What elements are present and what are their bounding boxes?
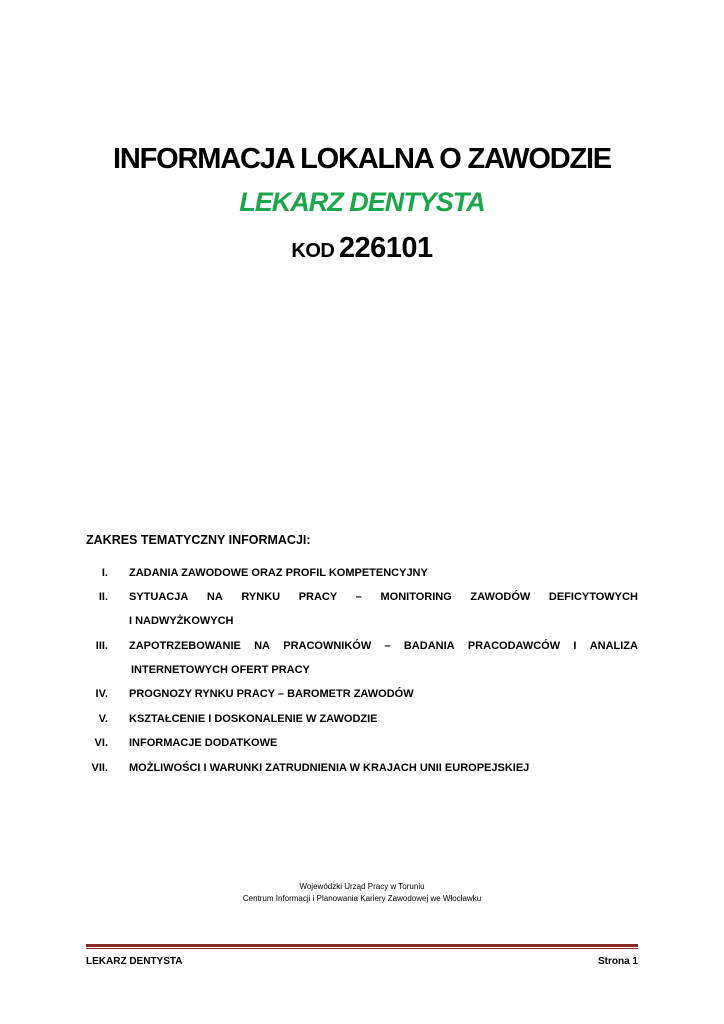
toc-item-text: [129, 590, 638, 604]
toc-word: MONITORING: [380, 591, 452, 603]
footer-rule: [86, 944, 638, 947]
toc-item-text: MOŻLIWOŚCI I WARUNKI ZATRUDNIENIA W KRAJACH UNII EUROPEJSKIEJ: [129, 762, 530, 774]
profession-code: [0, 228, 724, 273]
toc-word: ANALIZA: [589, 640, 638, 652]
toc-word: ZAPOTRZEBOWANIE: [129, 640, 241, 652]
toc-item-number: VII.: [91, 762, 108, 774]
footer-rule-thin: [86, 948, 638, 949]
toc-item-text: INFORMACJE DODATKOWE: [129, 737, 278, 749]
footer-profession: LEKARZ DENTYSTA: [86, 956, 183, 967]
toc-item-text: [129, 639, 638, 653]
toc-word: BADANIA: [403, 640, 455, 652]
toc-word: RYNKU: [241, 591, 281, 603]
page-number: Strona 1: [597, 956, 638, 967]
toc-word: I: [573, 640, 577, 652]
toc-item-text: PROGNOZY RYNKU PRACY – BAROMETR ZAWODÓW: [129, 688, 414, 700]
toc-word: –: [384, 640, 391, 652]
toc-word: NA: [206, 591, 223, 603]
toc-item-text: KSZTAŁCENIE I DOSKONALENIE W ZAWODZIE: [129, 713, 378, 725]
toc-item-number: IV.: [95, 688, 108, 700]
toc-item-number: VI.: [94, 737, 108, 749]
toc-word: DEFICYTOWYCH: [548, 591, 638, 603]
toc-item-number: III.: [95, 640, 108, 652]
toc-word: SYTUACJA: [129, 591, 189, 603]
toc-heading: ZAKRES TEMATYCZNY INFORMACJI:: [86, 533, 311, 547]
code-prefix: KOD: [291, 240, 335, 262]
code-number: 226101: [338, 232, 433, 264]
institution-name: Wojewódzki Urząd Pracy w Toruniu: [299, 882, 425, 891]
toc-item-continuation: INTERNETOWYCH OFERT PRACY: [131, 664, 310, 676]
institution-department: Centrum Informacji i Planowania Kariery Zawodowej we Włocławku: [242, 894, 482, 903]
toc-word: –: [355, 591, 362, 603]
toc-word: PRACODAWCÓW: [467, 640, 561, 652]
toc-item-text: ZADANIA ZAWODOWE ORAZ PROFIL KOMPETENCYJNY: [129, 567, 428, 579]
toc-item-number: V.: [98, 713, 108, 725]
toc-item-number: I.: [101, 567, 108, 579]
toc-word: ZAWODÓW: [470, 591, 531, 603]
toc-word: PRACOWNIKÓW: [283, 640, 372, 652]
toc-word: NA: [254, 640, 270, 652]
document-title: INFORMACJA LOKALNA O ZAWODZIE: [113, 143, 611, 175]
toc-word: PRACY: [298, 591, 338, 603]
toc-item-number: II.: [98, 591, 108, 603]
toc-item-continuation: I NADWYŻKOWYCH: [129, 615, 234, 627]
profession-title: LEKARZ DENTYSTA: [239, 187, 485, 217]
